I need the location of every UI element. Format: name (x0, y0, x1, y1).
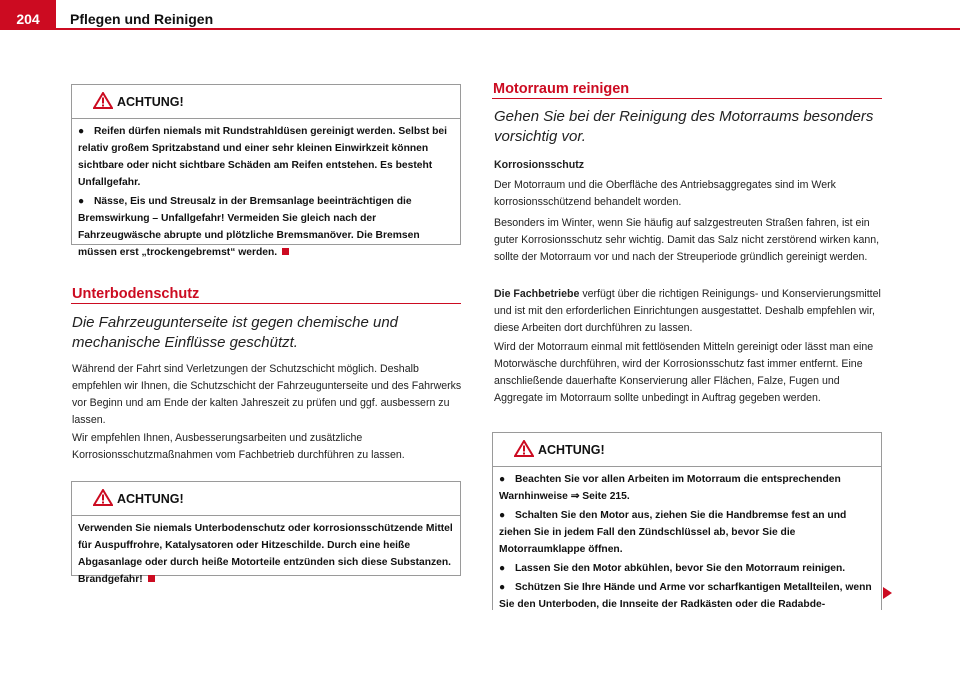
warning-bullet: ● Beachten Sie vor allen Arbeiten im Motorraum die entsprechenden Warnhinweise ⇒ Seite 215. (499, 474, 841, 502)
section-rule (492, 98, 882, 99)
warning-text: Verwenden Sie niemals Unterbodenschutz oder korrosionsschützende Mittel für Auspuffrohre, Katalysatoren oder Hitzeschilde. Durch eine heiße Abgasanlage oder durch heiße Motorteile entzünden sich diese Substanzen. Brandgefahr! (78, 523, 453, 585)
warning-triangle-icon (93, 489, 113, 506)
paragraph: Besonders im Winter, wenn Sie häufig auf salzgestreuten Straßen fahren, ist ein guter Korrosionsschutz sehr wichtig. Damit das Salz nicht zerstörend wirken kann, sollte der Motorraum vor und nach der Streuperiode gründlich gereinigt werden. (494, 217, 880, 263)
header-rule (0, 28, 960, 30)
paragraph: Die Fachbetriebe verfügt über die richtigen Reinigungs- und Konservierungsmittel und ist mit den erforderlichen Einrichtungen ausgestattet. Deshalb empfehlen wir, diese Arbeiten dort durchführen zu lassen. (494, 288, 881, 334)
warning-title: ACHTUNG! (117, 95, 184, 109)
warning-header (72, 85, 460, 119)
page-reference-link[interactable]: ⇒ Seite 215. (570, 491, 630, 502)
paragraph: Während der Fahrt sind Verletzungen der Schutzschicht möglich. Deshalb empfehlen wir Ihnen, die Schutzschicht der Fahrzeugunterseite und des Fahrwerks vor Beginn und am Ende der kalten Jahreszeit zu prüfen und ggf. ausbessern zu lassen. (72, 363, 462, 426)
section-rule (71, 303, 461, 304)
section-intro: Gehen Sie bei der Reinigung des Motorraums besonders vorsichtig vor. (494, 108, 874, 145)
section-heading-underbody: Unterbodenschutz (72, 286, 200, 302)
warning-box-underbody (71, 481, 461, 585)
end-mark-icon (148, 575, 155, 582)
warning-title: ACHTUNG! (117, 492, 184, 506)
section-intro: Die Fahrzeugunterseite ist gegen chemische und mechanische Einflüsse geschützt. (72, 314, 399, 351)
section-heading-engine: Motorraum reinigen (493, 81, 630, 97)
page-number: 204 (0, 0, 56, 30)
chapter-title: Pflegen und Reinigen (70, 11, 214, 27)
warning-title: ACHTUNG! (538, 443, 605, 457)
subheading-corrosion: Korrosionsschutz (494, 159, 585, 171)
warning-box-engine (492, 432, 882, 610)
warning-bullet: ● Nässe, Eis und Streusalz in der Bremsanlage beeinträchtigen die Bremswirkung – Unfallgefahr! Vermeiden Sie gleich nach der Fahrzeugwäsche abrupte und plötzliche Bremsmanöver. Die Bremsen müssen erst „trockengebremst“ werden. (78, 196, 420, 258)
warning-bullet: ● Reifen dürfen niemals mit Rundstrahldüsen gereinigt werden. Selbst bei relativ großem Spritzabstand und einer sehr kleinen Einwirkzeit können sichtbare oder nicht sichtbare Schäden am Reifen entstehen. Es besteht Unfallgefahr. (78, 126, 448, 188)
warning-triangle-icon (93, 92, 113, 109)
paragraph: Wir empfehlen Ihnen, Ausbesserungsarbeiten und zusätzliche Korrosionsschutzmaßnahmen vom Fachbetrieb durchführen zu lassen. (72, 432, 405, 461)
warning-box-tires (71, 84, 461, 258)
warning-bullet: ● Schalten Sie den Motor aus, ziehen Sie die Handbremse fest an und ziehen Sie in jedem Fall den Zündschlüssel ab, bevor Sie die Motorraumklappe öffnen. (499, 510, 847, 555)
warning-header (72, 482, 460, 516)
warning-triangle-icon (514, 440, 534, 457)
warning-bullet: ● Lassen Sie den Motor abkühlen, bevor Sie den Motorraum reinigen. (499, 563, 846, 574)
continue-arrow-icon (883, 587, 892, 599)
paragraph: Wird der Motorraum einmal mit fettlösenden Mitteln gereinigt oder lässt man eine Motorwäsche durchführen, wird der Korrosionsschutz fast immer entfernt. Eine anschließende dauerhafte Konservierung aller Flächen, Falze, Fugen und Aggregate im Motorraum sollte unbedingt in Auftrag gegeben werden. (494, 341, 874, 404)
warning-bullet: ● Schützen Sie Ihre Hände und Arme vor scharfkantigen Metallteilen, wenn Sie den Unterboden, die Innseite der Radkästen oder die Radabde- (499, 582, 872, 610)
end-mark-icon (282, 248, 289, 255)
warning-header (493, 433, 881, 467)
paragraph: Der Motorraum und die Oberfläche des Antriebsaggregates sind im Werk korrosionsschützend behandelt worden. (494, 179, 836, 208)
